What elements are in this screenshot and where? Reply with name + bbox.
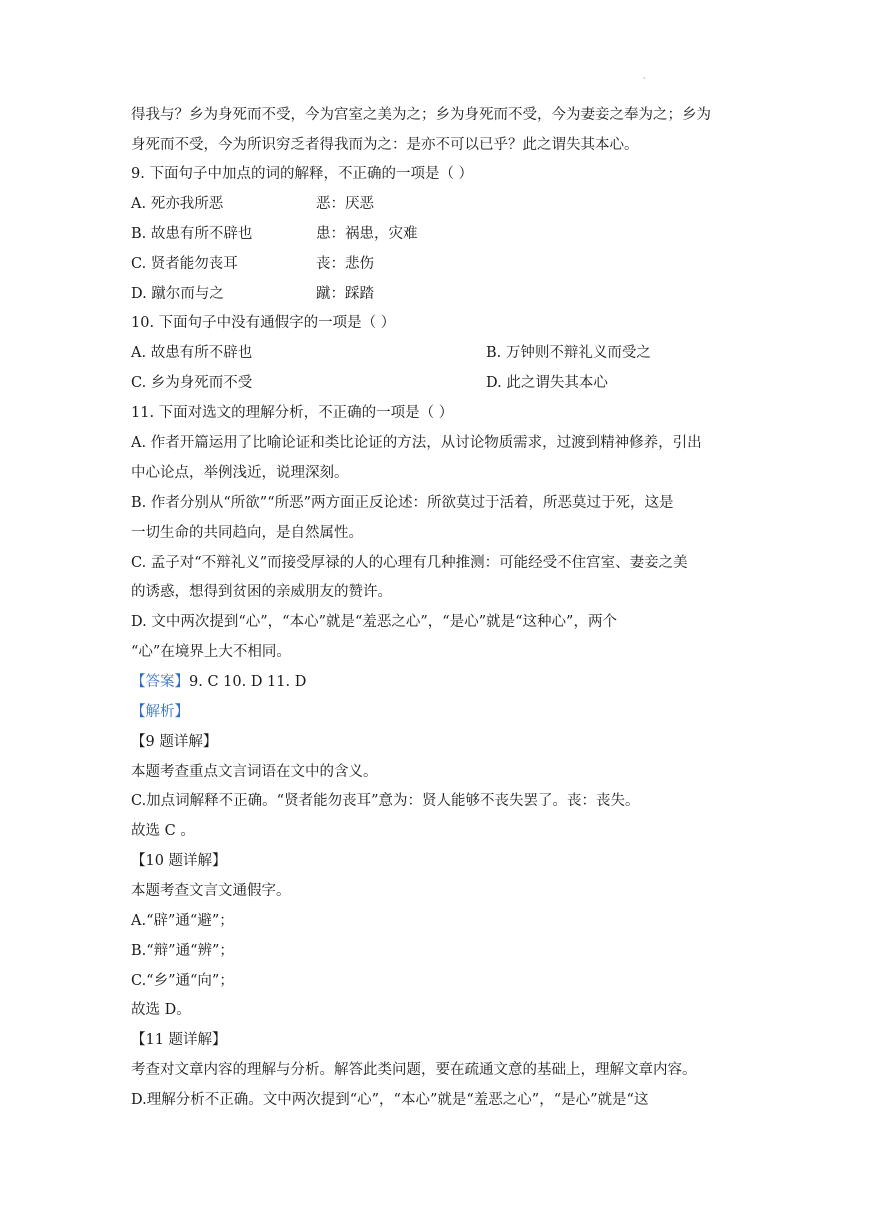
q11-option-line: 的诱惑，想得到贫困的亲威朋友的赞许。 (131, 584, 392, 600)
detail-11-line: 考查对文章内容的理解与分析。解答此类问题，要在疏通文意的基础上，理解文章内容。 (131, 1062, 697, 1078)
q9-option-b: B. 故患有所不辟也 (131, 226, 253, 242)
q11-option-line: A. 作者开篇运用了比喻论证和类比论证的方法，从讨论物质需求，过渡到精神修养，引出 (131, 435, 702, 451)
q9-option-a-gloss: 恶：厌恶 (316, 196, 374, 212)
q9-option-b-gloss: 患：祸患，灾难 (316, 226, 418, 242)
q9-option-c-gloss: 丧：悲伤 (316, 256, 374, 272)
detail-9-line: 本题考查重点文言词语在文中的含义。 (131, 764, 378, 780)
detail-10-heading: 【10 题详解】 (131, 853, 227, 869)
answer-tag: 【答案】 (131, 674, 189, 690)
detail-9-heading: 【9 题详解】 (131, 734, 218, 750)
answer-line (131, 672, 741, 692)
detail-11-heading: 【11 题详解】 (131, 1032, 227, 1048)
q11-option-line: 一切生命的共同趋向，是自然属性。 (131, 525, 363, 541)
detail-10-line: 本题考查文言文通假字。 (131, 883, 291, 899)
question-9-stem: 9. 下面句子中加点的词的解释，不正确的一项是（ ） (131, 166, 474, 182)
question-11-stem: 11. 下面对选文的理解分析，不正确的一项是（ ） (131, 405, 454, 421)
detail-10-line: B.“辩”通“辨”； (131, 943, 234, 959)
header-dot: · (643, 74, 646, 83)
detail-10-line: 故选 D。 (131, 1002, 191, 1018)
question-10-stem: 10. 下面句子中没有通假字的一项是（ ） (131, 315, 396, 331)
answer-text: 9. C 10. D 11. D (189, 674, 307, 690)
q11-option-line: 中心论点，举例浅近，说理深刻。 (131, 465, 349, 481)
detail-10-line: A.“辟”通“避”； (131, 913, 234, 929)
detail-10-line: C.“乡”通“向”； (131, 973, 234, 989)
detail-9-line: 故选 C 。 (131, 823, 195, 839)
analysis-tag: 【解析】 (131, 704, 189, 720)
q9-option-a: A. 死亦我所恶 (131, 196, 224, 212)
q10-option-c: C. 乡为身死而不受 (131, 375, 253, 391)
q11-option-line: C. 孟子对“不辩礼义”而接受厚禄的人的心理有几种推测：可能经受不住宫室、妻妾之美 (131, 555, 688, 571)
q9-option-c: C. 贤者能勿丧耳 (131, 256, 238, 272)
q10-option-d: D. 此之谓失其本心 (486, 375, 608, 391)
q9-option-d: D. 蹴尔而与之 (131, 286, 224, 302)
detail-9-line: C.加点词解释不正确。“贤者能勿丧耳”意为：贤人能够不丧失罢了。丧：丧失。 (131, 793, 640, 809)
q11-option-line: B. 作者分别从“所欲”“所恶”两方面正反论述：所欲莫过于活着，所恶莫过于死，这是 (131, 495, 674, 511)
passage-line: 得我与？乡为身死而不受，今为宫室之美为之；乡为身死而不受，今为妻妾之奉为之；乡为 (131, 107, 711, 123)
q11-option-line: D. 文中两次提到“心”，“本心”就是“羞恶之心”，“是心”就是“这种心”，两个 (131, 614, 617, 630)
q10-option-b: B. 万钟则不辩礼义而受之 (486, 345, 651, 361)
q11-option-line: “心”在境界上大不相同。 (131, 644, 291, 660)
passage-line: 身死而不受，今为所识穷乏者得我而为之：是亦不可以已乎？此之谓失其本心。 (131, 137, 639, 153)
q9-option-d-gloss: 蹴：踩踏 (316, 286, 374, 302)
detail-11-line: D.理解分析不正确。文中两次提到“心”，“本心”就是“羞恶之心”，“是心”就是“这 (131, 1092, 649, 1108)
q10-option-a: A. 故患有所不辟也 (131, 345, 253, 361)
